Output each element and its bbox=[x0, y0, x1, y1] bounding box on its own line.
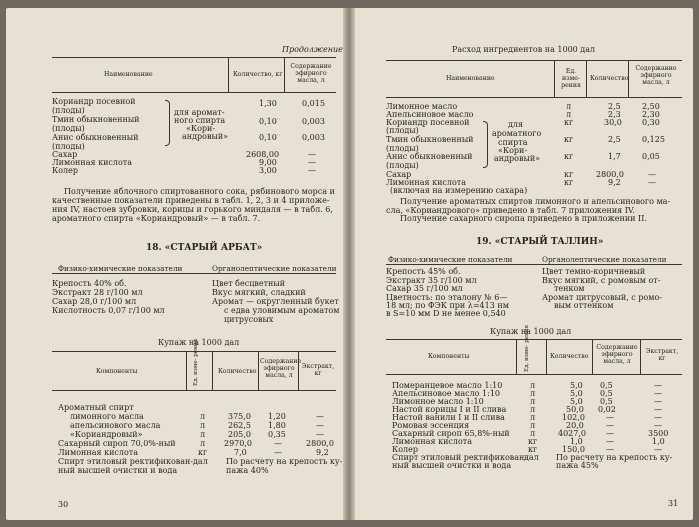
table-rule bbox=[258, 351, 259, 390]
row-ext: 3500 bbox=[648, 429, 669, 438]
row-name: Сахарный сироп 65,8%-ный bbox=[392, 429, 510, 438]
table-rule bbox=[386, 264, 682, 265]
row-ess: — bbox=[274, 439, 282, 448]
col-header-unit: Ед. изме- рения bbox=[561, 68, 581, 90]
table-rule bbox=[586, 60, 587, 97]
row-unit: л bbox=[200, 430, 206, 439]
table-cell: л bbox=[566, 110, 572, 119]
org-line: Вкус мягкий, сладкий bbox=[212, 288, 306, 297]
row-name: ный высшей очистки и вода bbox=[58, 466, 178, 475]
row-qty: 205,0 bbox=[228, 430, 251, 439]
paragraph-line: сла, «Кориандрового» приведено в табл. 7 приложения IV. bbox=[386, 206, 635, 215]
phys-line: Кислотность 0,07 г/100 мл bbox=[52, 306, 165, 315]
col-header-name: Наименование bbox=[104, 71, 153, 78]
phys-line: Крепость 40% об. bbox=[52, 279, 127, 288]
phys-line: Цветность: по эталону № 6— bbox=[386, 293, 508, 302]
row-unit: л bbox=[530, 429, 536, 438]
org-line: Цвет темно-коричневый bbox=[542, 267, 646, 276]
org-header: Органолептические показатели bbox=[212, 264, 337, 273]
row-ess: — bbox=[606, 429, 614, 438]
table-cell: 1,7 bbox=[608, 152, 621, 161]
table-cell: кг bbox=[564, 118, 574, 127]
row-name: Лимонное масло 1:10 bbox=[392, 397, 484, 406]
phys-line: Сахар 35 г/100 мл bbox=[386, 284, 463, 293]
continuation-header: Продолжение bbox=[282, 45, 343, 54]
kupazh-title: Купаж на 1000 дал bbox=[490, 327, 572, 336]
col-header-ess: Содержание эфирного масла, л bbox=[260, 358, 302, 380]
table-cell: 2,3 bbox=[608, 110, 621, 119]
table-cell: 9,2 bbox=[608, 178, 621, 187]
org-line: тенком bbox=[554, 284, 585, 293]
row-qty: 5,0 bbox=[570, 389, 583, 398]
paragraph-line: ароматного спирта «Кориандровый» — в табл. 7. bbox=[52, 214, 261, 223]
table-cell: кг bbox=[564, 135, 574, 144]
row-name: «Кориандровый» bbox=[70, 430, 143, 439]
row-unit: л bbox=[200, 439, 206, 448]
org-line: Цвет бесцветный bbox=[212, 279, 286, 288]
table-cell: (плоды) bbox=[52, 106, 85, 115]
row-qty: пажа 40% bbox=[226, 466, 269, 475]
col-header-qty: Количество bbox=[590, 75, 629, 82]
table-cell: Кориандр посевной bbox=[386, 118, 470, 127]
row-qty: 2970,0 bbox=[224, 439, 252, 448]
table-cell: 0,003 bbox=[302, 117, 325, 126]
kupazh-title: Купаж на 1000 дал bbox=[158, 338, 240, 347]
table-cell: (плоды) bbox=[386, 126, 419, 135]
table-cell: 0,125 bbox=[642, 135, 665, 144]
row-qty: 1,0 bbox=[570, 437, 583, 446]
row-unit: л bbox=[530, 421, 536, 430]
org-line: вым оттенком bbox=[554, 301, 614, 310]
table-cell: — bbox=[308, 166, 316, 175]
row-unit: л bbox=[530, 405, 536, 414]
col-header-comp: Компоненты bbox=[428, 353, 470, 360]
col-header-ess: Содержание эфирного масла, л bbox=[290, 63, 332, 85]
org-line: Аромат — округленный букет bbox=[212, 297, 339, 306]
brace-label: ароматного bbox=[492, 129, 542, 138]
table-rule bbox=[186, 351, 187, 390]
phys-line: в S=10 мм D не менее 0,540 bbox=[386, 309, 506, 318]
brace-label: ного спирта bbox=[174, 116, 226, 125]
row-unit: л bbox=[530, 397, 536, 406]
row-ess: 0,35 bbox=[268, 430, 286, 439]
row-qty: пажа 45% bbox=[556, 461, 599, 470]
org-header: Органолептические показатели bbox=[542, 255, 667, 264]
row-ess: 1,20 bbox=[268, 412, 286, 421]
brace bbox=[483, 121, 488, 168]
row-ess: — bbox=[606, 421, 614, 430]
row-unit: л bbox=[530, 413, 536, 422]
table-cell: (включая на измерению сахара) bbox=[390, 186, 528, 195]
table-cell: Анис обыкновенный bbox=[52, 133, 139, 142]
org-line: Аромат цитрусовый, с ромо- bbox=[542, 293, 662, 302]
row-name: Лимонная кислота bbox=[392, 437, 472, 446]
table-cell: (плоды) bbox=[52, 124, 85, 133]
row-ext: — bbox=[654, 413, 662, 422]
table-cell: Кориандр посевной bbox=[52, 97, 136, 106]
phys-line: 18 мл; по ФЭК при λ=413 нм bbox=[386, 301, 509, 310]
brace-label: для bbox=[508, 120, 524, 129]
table-rule bbox=[52, 92, 336, 93]
table-cell: кг bbox=[564, 178, 574, 187]
row-unit: кг bbox=[198, 448, 208, 457]
table-cell: Колер bbox=[52, 166, 78, 175]
row-ext: — bbox=[654, 389, 662, 398]
row-name: Спирт этиловый ректификован- bbox=[392, 453, 528, 462]
col-header-ext: Экстракт, кг bbox=[645, 348, 679, 363]
table-rule bbox=[592, 339, 593, 374]
row-ext: — bbox=[654, 445, 662, 454]
table-cell: (плоды) bbox=[386, 161, 419, 170]
table-rule bbox=[212, 351, 213, 390]
paragraph-line: ния IV, настоев зубровки, корицы и горького миндаля — в табл. 6, bbox=[52, 205, 333, 214]
row-qty: 7,0 bbox=[234, 448, 247, 457]
table-cell: Лимонная кислота bbox=[386, 178, 466, 187]
row-ext: — bbox=[316, 421, 324, 430]
table-rule bbox=[52, 273, 336, 274]
phys-line: Экстракт 35 г/100 мл bbox=[386, 276, 477, 285]
row-qty: 102,0 bbox=[562, 413, 585, 422]
table-cell: 0,05 bbox=[642, 152, 660, 161]
brace-label: для аромат- bbox=[174, 108, 225, 117]
row-ess: — bbox=[606, 445, 614, 454]
col-header-comp: Компоненты bbox=[96, 368, 138, 375]
brace bbox=[165, 100, 170, 146]
table-cell: Лимонное масло bbox=[386, 102, 458, 111]
section-title: 19. «СТАРЫЙ ТАЛЛИН» bbox=[476, 237, 604, 247]
table-cell: 0,10 bbox=[259, 117, 277, 126]
row-ess: 1,80 bbox=[268, 421, 286, 430]
table-cell: 3,00 bbox=[259, 166, 277, 175]
row-qty: 262,5 bbox=[228, 421, 251, 430]
table-cell: Тмин обыкновенный bbox=[386, 135, 474, 144]
table-cell: 2608,00 bbox=[246, 150, 280, 159]
row-ext: — bbox=[654, 381, 662, 390]
row-name: Сахарный сироп 70,0%-ный bbox=[58, 439, 176, 448]
col-header-qty: Количество bbox=[550, 353, 589, 360]
row-ext: — bbox=[654, 405, 662, 414]
consumption-header: Расход ингредиентов на 1000 дал bbox=[452, 45, 596, 54]
row-unit: л bbox=[200, 421, 206, 430]
table-rule bbox=[52, 57, 336, 58]
table-cell: 2,30 bbox=[642, 110, 660, 119]
col-header-qty: Количество, кг bbox=[233, 71, 283, 78]
row-unit: дал bbox=[524, 453, 539, 462]
row-qty: 20,0 bbox=[566, 421, 584, 430]
row-name: Колер bbox=[392, 445, 418, 454]
row-name: Апельсиновое масло 1:10 bbox=[392, 389, 500, 398]
row-ext: — bbox=[316, 430, 324, 439]
paragraph-line: Получение ароматных спиртов лимонного и апельсинового ма- bbox=[400, 197, 671, 206]
row-ess: — bbox=[274, 448, 282, 457]
table-cell: — bbox=[648, 178, 656, 187]
paragraph-line: качественные показатели приведены в табл. 1, 2, 3 и 4 приложе- bbox=[52, 196, 330, 205]
phys-line: Экстракт 28 г/100 мл bbox=[52, 288, 143, 297]
row-unit: л bbox=[530, 389, 536, 398]
table-cell: 9,00 bbox=[259, 158, 277, 167]
row-qty: 150,0 bbox=[562, 445, 585, 454]
table-cell: 30,0 bbox=[604, 118, 622, 127]
row-name: Ароматный спирт bbox=[58, 403, 134, 412]
row-unit: л bbox=[530, 381, 536, 390]
row-unit: дал bbox=[193, 457, 208, 466]
table-cell: 2800,0 bbox=[596, 170, 624, 179]
table-rule bbox=[640, 339, 641, 374]
table-cell: 0,015 bbox=[302, 99, 325, 108]
table-cell: 1,30 bbox=[259, 99, 277, 108]
row-ext: 2800,0 bbox=[306, 439, 334, 448]
table-rule bbox=[284, 57, 285, 92]
table-cell: кг bbox=[564, 152, 574, 161]
row-name: ный высшей очистки и вода bbox=[392, 461, 512, 470]
row-name: Спирт этиловый ректификован- bbox=[58, 457, 194, 466]
row-qty: 375,0 bbox=[228, 412, 251, 421]
paragraph-line: Получение сахарного сиропа приведено в приложении II. bbox=[400, 214, 647, 223]
table-cell: кг bbox=[564, 170, 574, 179]
org-line: Вкус мягкий, с ромовым от- bbox=[542, 276, 661, 285]
table-cell: — bbox=[308, 158, 316, 167]
row-qty: 50,0 bbox=[566, 405, 584, 414]
brace-label: спирта bbox=[498, 138, 528, 147]
book-gutter bbox=[343, 8, 355, 520]
row-ext: — bbox=[654, 421, 662, 430]
row-ext: — bbox=[316, 412, 324, 421]
row-name: Настой ванили I и II слива bbox=[392, 413, 505, 422]
row-ext: 1,0 bbox=[652, 437, 665, 446]
table-cell: л bbox=[566, 102, 572, 111]
col-header-unit: Ед. изме- рения bbox=[524, 324, 530, 372]
table-rule bbox=[386, 374, 682, 375]
row-ext: — bbox=[654, 397, 662, 406]
table-cell: Сахар bbox=[386, 170, 412, 179]
row-name: Лимонная кислота bbox=[58, 448, 138, 457]
phys-line: Сахар 28,0 г/100 мл bbox=[52, 297, 137, 306]
row-name: лимонного масла bbox=[70, 412, 144, 421]
row-ess: 0,5 bbox=[600, 381, 613, 390]
row-ess: 0,5 bbox=[600, 389, 613, 398]
row-ess: — bbox=[606, 437, 614, 446]
page-number: 30 bbox=[58, 500, 69, 509]
row-ext: 9,2 bbox=[316, 448, 329, 457]
table-cell: — bbox=[308, 150, 316, 159]
phys-line: Крепость 45% об. bbox=[386, 267, 461, 276]
table-rule bbox=[52, 390, 336, 391]
table-rule bbox=[554, 60, 555, 97]
row-qty: 4027,0 bbox=[558, 429, 586, 438]
phys-header: Физико-химические показатели bbox=[388, 255, 513, 264]
section-title: 18. «СТАРЫЙ АРБАТ» bbox=[146, 243, 263, 253]
org-line: с едва уловимым ароматом bbox=[224, 306, 340, 315]
table-cell: 0,003 bbox=[302, 133, 325, 142]
page-number: 31 bbox=[668, 499, 679, 508]
col-header-unit: Ед. изме- рения bbox=[193, 338, 199, 386]
row-name: Настой корицы I и II слива bbox=[392, 405, 507, 414]
col-header-name: Наименование bbox=[446, 75, 495, 82]
table-cell: (плоды) bbox=[386, 144, 419, 153]
phys-header: Физико-химические показатели bbox=[58, 264, 183, 273]
brace-label: «Кори- bbox=[498, 146, 528, 155]
table-cell: Тмин обыкновенный bbox=[52, 115, 140, 124]
table-rule bbox=[386, 60, 682, 61]
row-ess: — bbox=[606, 413, 614, 422]
table-rule bbox=[298, 351, 299, 390]
row-unit: кг bbox=[528, 445, 538, 454]
row-ess: 0,02 bbox=[598, 405, 616, 414]
brace-label: андровый» bbox=[494, 154, 541, 163]
table-cell: Сахар bbox=[52, 150, 78, 159]
row-qty: По расчету на крепость ку- bbox=[556, 453, 673, 462]
brace-label: андровый» bbox=[182, 132, 229, 141]
table-cell: — bbox=[648, 170, 656, 179]
row-name: апельсинового масла bbox=[70, 421, 161, 430]
table-rule bbox=[228, 57, 229, 92]
table-rule bbox=[546, 339, 547, 374]
col-header-ext: Экстракт, кг bbox=[301, 363, 335, 378]
org-line: цитрусовых bbox=[224, 315, 274, 324]
paragraph-line: Получение яблочного спиртованного сока, рябинового морса и bbox=[64, 187, 335, 196]
table-rule bbox=[516, 339, 517, 374]
col-header-qty: Количество bbox=[218, 368, 257, 375]
table-cell: 0,30 bbox=[642, 118, 660, 127]
row-qty: 5,0 bbox=[570, 397, 583, 406]
table-cell: (плоды) bbox=[52, 142, 85, 151]
col-header-ess: Содержание эфирного масла, л bbox=[635, 65, 677, 87]
table-cell: 2,5 bbox=[608, 135, 621, 144]
table-cell: Лимонная кислота bbox=[52, 158, 132, 167]
row-qty: 5,0 bbox=[570, 381, 583, 390]
table-cell: Анис обыкновенный bbox=[386, 152, 473, 161]
table-cell: Апельсиновое масло bbox=[386, 110, 474, 119]
table-cell: 2,5 bbox=[608, 102, 621, 111]
table-rule bbox=[386, 339, 682, 340]
row-unit: л bbox=[200, 412, 206, 421]
row-name: Ромовая эссенция bbox=[392, 421, 470, 430]
table-cell: 0,10 bbox=[259, 133, 277, 142]
row-name: Померанцевое масло 1:10 bbox=[392, 381, 503, 390]
row-qty: По расчету на крепость ку- bbox=[226, 457, 343, 466]
row-unit: кг bbox=[528, 437, 538, 446]
table-rule bbox=[386, 97, 682, 98]
brace-label: «Кори- bbox=[186, 124, 216, 133]
row-ess: 0,5 bbox=[600, 397, 613, 406]
table-cell: 2,50 bbox=[642, 102, 660, 111]
col-header-ess: Содержание эфирного масла, л bbox=[596, 344, 638, 366]
